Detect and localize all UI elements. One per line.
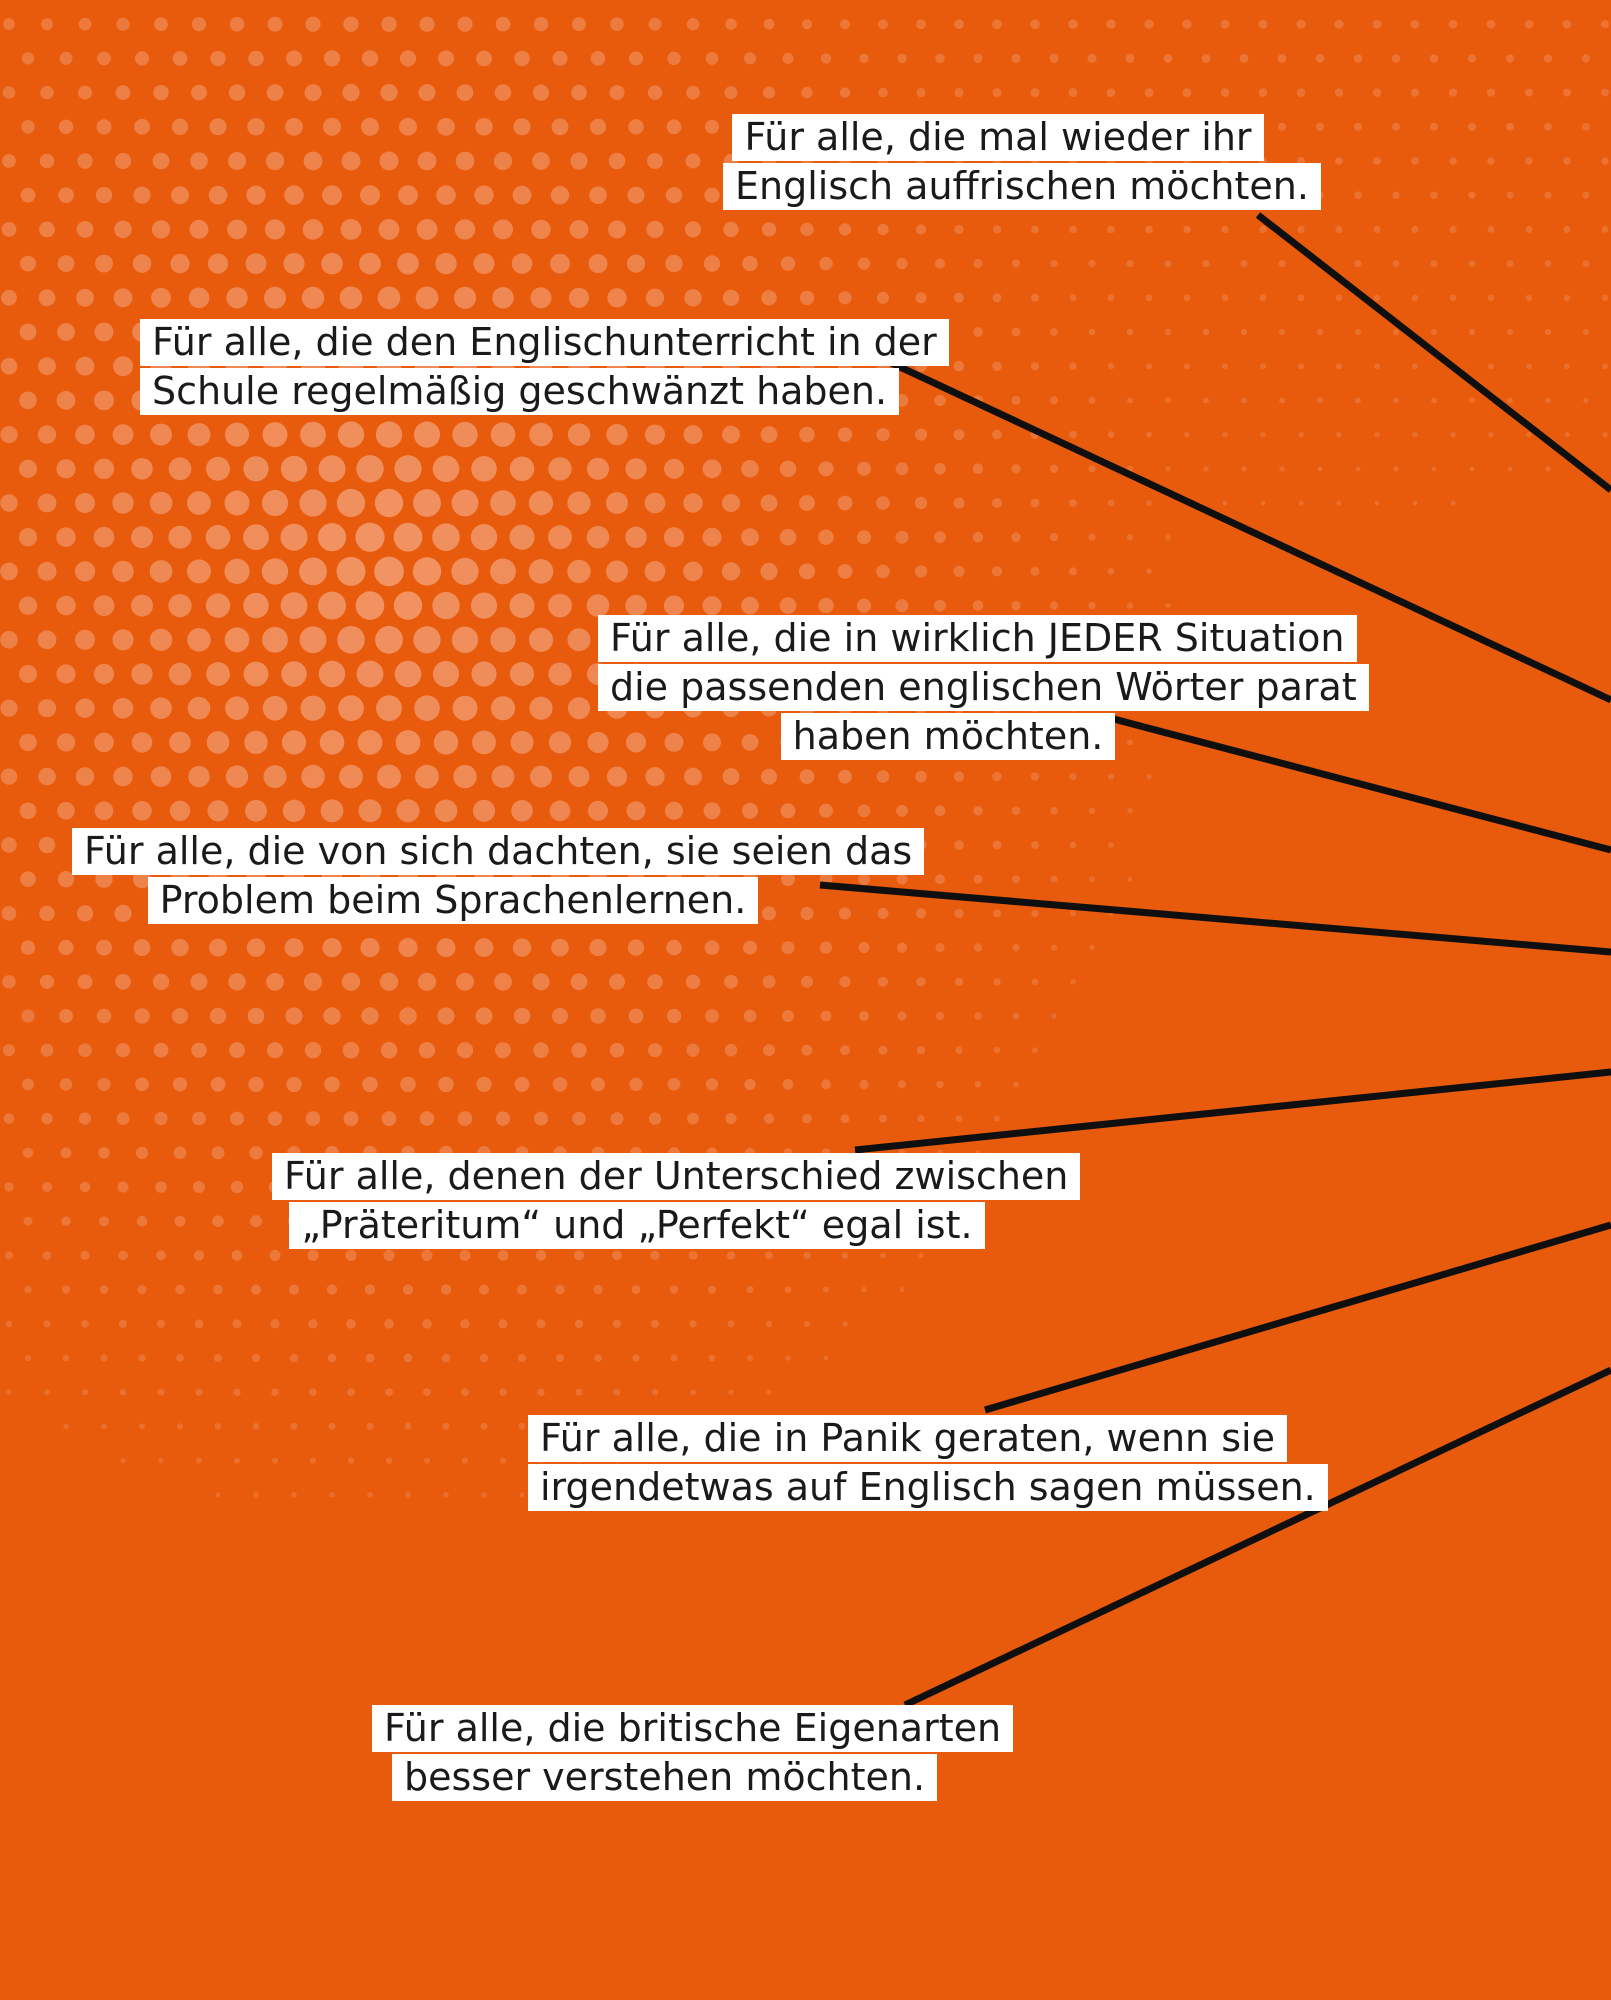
callout-1-line-1: Für alle, die mal wieder ihr [732, 114, 1263, 161]
callout-4-line-2: Problem beim Sprachenlernen. [148, 877, 759, 924]
connector-line-5 [855, 1072, 1611, 1150]
callout-3-line-1: Für alle, die in wirklich JEDER Situation [598, 615, 1357, 662]
callout-3-line-3: haben möchten. [781, 713, 1116, 760]
callout-7-line-2: besser verstehen möchten. [392, 1754, 937, 1801]
callout-6 [528, 1414, 1316, 1512]
connector-line-4 [820, 885, 1611, 952]
callout-2 [140, 318, 937, 416]
callout-3-line-2: die passenden englischen Wörter parat [598, 664, 1369, 711]
callout-6-line-2: irgendetwas auf Englisch sagen müssen. [528, 1464, 1328, 1511]
callout-6-line-1: Für alle, die in Panik geraten, wenn sie [528, 1415, 1287, 1462]
callout-3 [598, 614, 1357, 761]
callout-1 [723, 113, 1309, 211]
callout-7 [372, 1704, 1002, 1802]
callout-5 [272, 1152, 1069, 1250]
callout-2-line-2: Schule regelmäßig geschwänzt haben. [140, 368, 899, 415]
callout-4 [72, 827, 913, 925]
callout-4-line-1: Für alle, die von sich dachten, sie seien das [72, 828, 924, 875]
connector-line-6 [985, 1225, 1611, 1410]
callout-2-line-1: Für alle, die den Englischunterricht in der [140, 319, 949, 366]
callout-7-line-1: Für alle, die britische Eigenarten [372, 1705, 1013, 1752]
callout-5-line-2: „Präteritum“ und „Perfekt“ egal ist. [289, 1202, 984, 1249]
callout-1-line-2: Englisch auffrischen möchten. [723, 163, 1321, 210]
callout-5-line-1: Für alle, denen der Unterschied zwischen [272, 1153, 1080, 1200]
connector-line-1 [1258, 215, 1611, 490]
